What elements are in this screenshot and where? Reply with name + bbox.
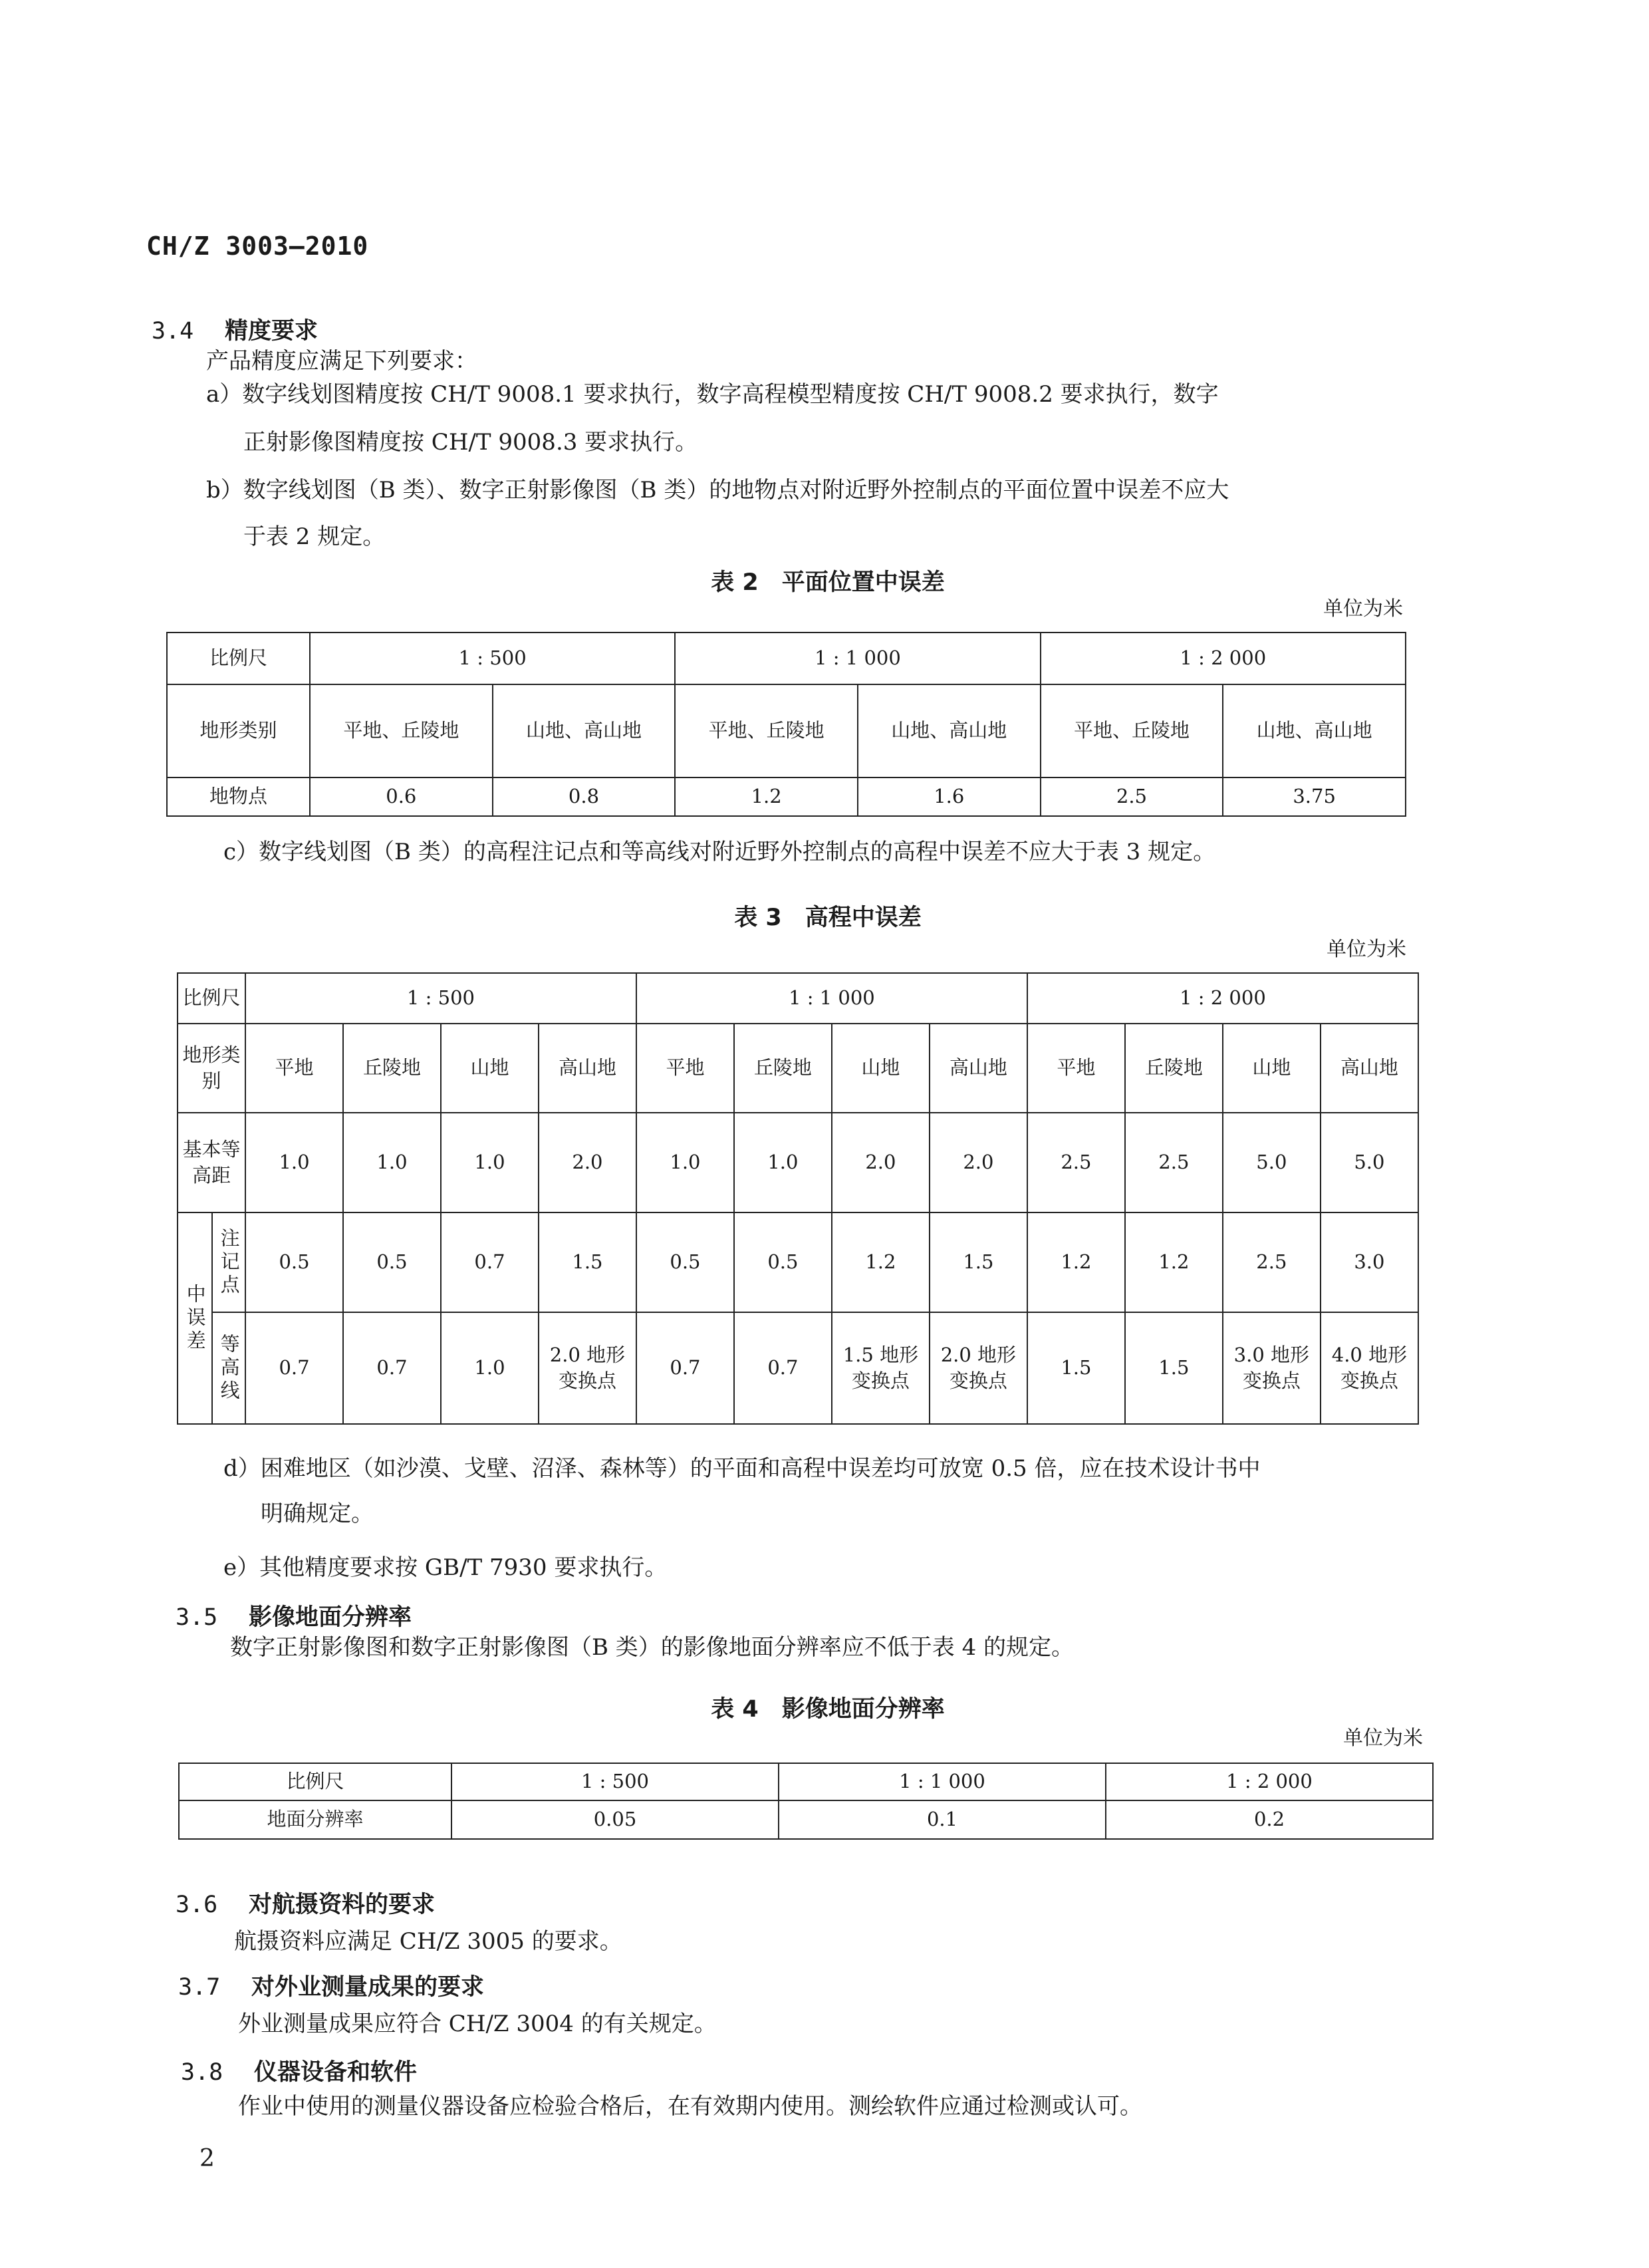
s34-intro: 产品精度应满足下列要求： bbox=[206, 348, 477, 374]
section-3-7-heading bbox=[178, 1969, 484, 2002]
table2-caption: 表 2 平面位置中误差 bbox=[711, 569, 945, 596]
table3-contour-line-cell: 1.5 bbox=[1125, 1312, 1223, 1424]
table3-spot-label: 注记点 bbox=[212, 1212, 245, 1312]
table2-scale-label: 比例尺 bbox=[167, 633, 310, 684]
section-title: 精度要求 bbox=[225, 318, 318, 345]
table2-value-cell: 3.75 bbox=[1223, 778, 1406, 816]
table3-contour-line-cell: 2.0 地形变换点 bbox=[539, 1312, 636, 1424]
section-title: 对外业测量成果的要求 bbox=[251, 1974, 485, 2001]
section-number: 3.8 bbox=[181, 2059, 223, 2086]
table4-resolution-cell: 0.1 bbox=[779, 1800, 1106, 1839]
s38-text: 作业中使用的测量仪器设备应检验合格后，在有效期内使用。测绘软件应通过检测或认可。 bbox=[238, 2093, 1142, 2120]
table3-scale-1000: 1 : 1 000 bbox=[636, 973, 1027, 1024]
table3-contour-interval-cell: 1.0 bbox=[734, 1113, 832, 1212]
table2-value-cell: 1.6 bbox=[858, 778, 1041, 816]
table3-spot-cell: 0.7 bbox=[441, 1212, 539, 1312]
table3-terrain-label: 地形类别 bbox=[178, 1024, 245, 1113]
section-number: 3.6 bbox=[176, 1892, 218, 1918]
section-3-5-heading bbox=[176, 1599, 412, 1632]
table3-spot-cell: 1.2 bbox=[1125, 1212, 1223, 1312]
table3-terrain-cell: 山地 bbox=[441, 1024, 539, 1113]
table3-terrain-cell: 平地 bbox=[1027, 1024, 1125, 1113]
table3-spot-cell: 0.5 bbox=[343, 1212, 441, 1312]
table2-terrain-cell: 山地、高山地 bbox=[858, 684, 1041, 778]
s34-item-c: c）数字线划图（B 类）的高程注记点和等高线对附近野外控制点的高程中误差不应大于表 3 规定。 bbox=[223, 839, 1216, 865]
table3-error-label: 中误差 bbox=[178, 1212, 212, 1424]
table2-terrain-label: 地形类别 bbox=[167, 684, 310, 778]
s35-text: 数字正射影像图和数字正射影像图（B 类）的影像地面分辨率应不低于表 4 的规定。 bbox=[230, 1634, 1075, 1661]
table4 bbox=[178, 1763, 1434, 1840]
section-3-8-heading bbox=[181, 2054, 417, 2087]
table3-contour-line-cell: 1.5 地形变换点 bbox=[832, 1312, 930, 1424]
s34-item-d-line2: 明确规定。 bbox=[261, 1500, 374, 1527]
table3 bbox=[177, 972, 1419, 1425]
table3-terrain-cell: 高山地 bbox=[930, 1024, 1027, 1113]
table4-scale-label: 比例尺 bbox=[179, 1763, 451, 1800]
table3-contour-interval-cell: 2.0 bbox=[539, 1113, 636, 1212]
table3-contour-interval-cell: 1.0 bbox=[245, 1113, 343, 1212]
section-number: 3.5 bbox=[176, 1604, 218, 1631]
s34-item-b-line2: 于表 2 规定。 bbox=[243, 523, 386, 550]
table3-contour-line-cell: 4.0 地形变换点 bbox=[1321, 1312, 1418, 1424]
table3-unit: 单位为米 bbox=[1327, 938, 1406, 961]
table4-caption: 表 4 影像地面分辨率 bbox=[711, 1696, 945, 1723]
table2-value-cell: 0.6 bbox=[310, 778, 493, 816]
table3-contour-interval-label: 基本等高距 bbox=[178, 1113, 245, 1212]
table3-scale-500: 1 : 500 bbox=[245, 973, 636, 1024]
table3-contour-line-cell: 1.5 bbox=[1027, 1312, 1125, 1424]
table4-scale-2000: 1 : 2 000 bbox=[1106, 1763, 1433, 1800]
table3-contour-interval-cell: 2.0 bbox=[832, 1113, 930, 1212]
table3-contour-line-cell: 0.7 bbox=[245, 1312, 343, 1424]
table2-value-cell: 0.8 bbox=[493, 778, 676, 816]
table3-spot-cell: 1.5 bbox=[930, 1212, 1027, 1312]
table3-terrain-cell: 山地 bbox=[832, 1024, 930, 1113]
table2-terrain-cell: 山地、高山地 bbox=[1223, 684, 1406, 778]
table3-spot-cell: 0.5 bbox=[734, 1212, 832, 1312]
table2-scale-2000: 1 : 2 000 bbox=[1041, 633, 1406, 684]
table3-contour-interval-cell: 5.0 bbox=[1321, 1113, 1418, 1212]
table2-value-cell: 2.5 bbox=[1041, 778, 1223, 816]
section-3-6-heading bbox=[176, 1886, 435, 1919]
table3-terrain-cell: 高山地 bbox=[1321, 1024, 1418, 1113]
table2-value-label: 地物点 bbox=[167, 778, 310, 816]
table3-contour-line-cell: 0.7 bbox=[734, 1312, 832, 1424]
table3-spot-cell: 2.5 bbox=[1223, 1212, 1321, 1312]
table3-spot-cell: 3.0 bbox=[1321, 1212, 1418, 1312]
table2-value-cell: 1.2 bbox=[675, 778, 858, 816]
table3-scale-2000: 1 : 2 000 bbox=[1027, 973, 1418, 1024]
s36-text: 航摄资料应满足 CH/Z 3005 的要求。 bbox=[234, 1928, 622, 1955]
table3-terrain-cell: 丘陵地 bbox=[343, 1024, 441, 1113]
s34-item-b-line1: b）数字线划图（B 类）、数字正射影像图（B 类）的地物点对附近野外控制点的平面位置中误差不应大 bbox=[206, 477, 1229, 503]
table3-terrain-cell: 丘陵地 bbox=[734, 1024, 832, 1113]
table3-contour-line-cell: 2.0 地形变换点 bbox=[930, 1312, 1027, 1424]
table4-scale-500: 1 : 500 bbox=[451, 1763, 779, 1800]
s34-item-a-line1: a）数字线划图精度按 CH/T 9008.1 要求执行，数字高程模型精度按 CH/T 9008.2 要求执行，数字 bbox=[206, 381, 1219, 408]
table2-unit: 单位为米 bbox=[1323, 597, 1403, 621]
table3-terrain-cell: 高山地 bbox=[539, 1024, 636, 1113]
s34-item-e: e）其他精度要求按 GB/T 7930 要求执行。 bbox=[223, 1554, 668, 1581]
table3-contour-line-cell: 1.0 bbox=[441, 1312, 539, 1424]
section-title: 影像地面分辨率 bbox=[249, 1604, 412, 1631]
s37-text: 外业测量成果应符合 CH/Z 3004 的有关规定。 bbox=[238, 2011, 717, 2037]
table2 bbox=[166, 632, 1406, 817]
table3-contour-line-label: 等高线 bbox=[212, 1312, 245, 1424]
table3-scale-label: 比例尺 bbox=[178, 973, 245, 1024]
table3-contour-line-cell: 0.7 bbox=[343, 1312, 441, 1424]
table2-scale-500: 1 : 500 bbox=[310, 633, 675, 684]
table3-spot-cell: 1.5 bbox=[539, 1212, 636, 1312]
table3-contour-line-cell: 0.7 bbox=[636, 1312, 734, 1424]
table3-terrain-cell: 山地 bbox=[1223, 1024, 1321, 1113]
table3-terrain-cell: 平地 bbox=[636, 1024, 734, 1113]
table3-spot-cell: 0.5 bbox=[636, 1212, 734, 1312]
table2-scale-1000: 1 : 1 000 bbox=[675, 633, 1040, 684]
table2-terrain-cell: 平地、丘陵地 bbox=[310, 684, 493, 778]
table3-contour-interval-cell: 1.0 bbox=[343, 1113, 441, 1212]
section-title: 仪器设备和软件 bbox=[254, 2059, 418, 2086]
table3-contour-line-cell: 3.0 地形变换点 bbox=[1223, 1312, 1321, 1424]
section-3-4-heading bbox=[152, 313, 318, 346]
table4-unit: 单位为米 bbox=[1343, 1727, 1423, 1750]
s34-item-d-line1: d）困难地区（如沙漠、戈壁、沼泽、森林等）的平面和高程中误差均可放宽 0.5 倍，应在技术设计书中 bbox=[223, 1455, 1261, 1482]
table2-terrain-cell: 平地、丘陵地 bbox=[1041, 684, 1223, 778]
table3-caption: 表 3 高程中误差 bbox=[734, 905, 922, 931]
table3-contour-interval-cell: 5.0 bbox=[1223, 1113, 1321, 1212]
table3-terrain-cell: 平地 bbox=[245, 1024, 343, 1113]
table4-resolution-label: 地面分辨率 bbox=[179, 1800, 451, 1839]
table3-terrain-cell: 丘陵地 bbox=[1125, 1024, 1223, 1113]
table3-contour-interval-cell: 1.0 bbox=[441, 1113, 539, 1212]
table3-contour-interval-cell: 1.0 bbox=[636, 1113, 734, 1212]
document-header: CH/Z 3003—2010 bbox=[146, 231, 369, 261]
table4-resolution-cell: 0.05 bbox=[451, 1800, 779, 1839]
table4-scale-1000: 1 : 1 000 bbox=[779, 1763, 1106, 1800]
section-number: 3.4 bbox=[152, 318, 194, 345]
table4-resolution-cell: 0.2 bbox=[1106, 1800, 1433, 1839]
table2-terrain-cell: 山地、高山地 bbox=[493, 684, 676, 778]
table3-contour-interval-cell: 2.0 bbox=[930, 1113, 1027, 1212]
table3-spot-cell: 1.2 bbox=[832, 1212, 930, 1312]
page-number: 2 bbox=[199, 2145, 215, 2172]
table3-spot-cell: 1.2 bbox=[1027, 1212, 1125, 1312]
table3-contour-interval-cell: 2.5 bbox=[1125, 1113, 1223, 1212]
section-title: 对航摄资料的要求 bbox=[249, 1892, 436, 1918]
table2-terrain-cell: 平地、丘陵地 bbox=[675, 684, 858, 778]
section-number: 3.7 bbox=[178, 1974, 221, 2001]
table3-contour-interval-cell: 2.5 bbox=[1027, 1113, 1125, 1212]
s34-item-a-line2: 正射影像图精度按 CH/T 9008.3 要求执行。 bbox=[243, 429, 698, 456]
table3-spot-cell: 0.5 bbox=[245, 1212, 343, 1312]
